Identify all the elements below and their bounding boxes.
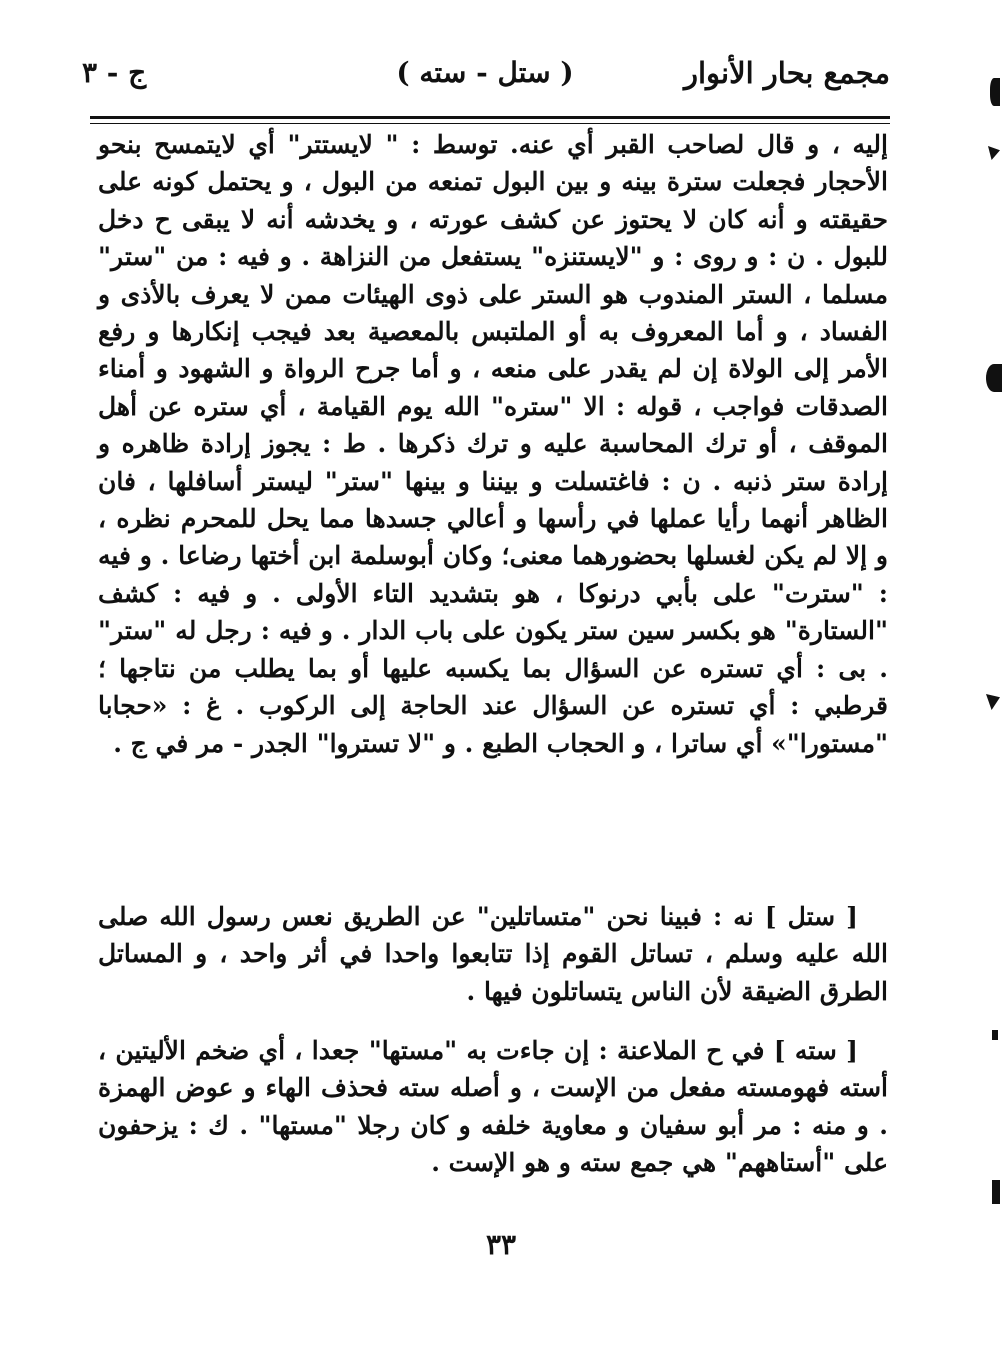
entry-sateh-paragraph: [ سته ] في ح الملاعنة : إن جاءت به "مستها" جعدا ، أي ضخم الأليتين ، أسته فهومسته مفعل من الإست ، و أصله سته فحذف الهاء و عوض الهمزة . و منه : مر أبو سفيان و معاوية خلفه و كان رجلا "مستها" . ك : يزحفون على "أستاههم" هي جمع سته و هو الإست .	[98, 1036, 888, 1178]
page-header	[80, 52, 890, 104]
scan-edge-mark	[990, 78, 1000, 106]
scan-edge-mark	[992, 1180, 1000, 1204]
book-title: مجمع بحار الأنوار	[684, 56, 890, 90]
header-rule-thin	[90, 123, 890, 124]
section-range: ( ستل - سته )	[396, 56, 574, 89]
page-number: ٣٣	[485, 1228, 517, 1261]
entry-satal-paragraph: [ ستل ] نه : فبينا نحن "متساتلين" عن الطريق نعس رسول الله صلى الله عليه وسلم ، تساتل القوم إذا تتابعوا واحدا في أثر واحد ، و المساتل الطرق الضيقة لأن الناس يتساتلون فيها .	[98, 902, 888, 1006]
scan-edge-mark	[992, 1030, 998, 1040]
scan-edge-mark	[988, 146, 1000, 160]
volume-number: ج - ٣	[82, 56, 147, 89]
scan-edge-mark	[986, 364, 1002, 392]
scan-edge-mark	[986, 694, 1000, 710]
entry-satr-paragraph: إليه ، و قال لصاحب القبر أي عنه. توسط : " لايستتر" أي لايتمسح بنحو الأحجار فجعلت سترة بينه و بين البول تمنعه من البول ، و يحتمل كونه على حقيقته و أنه كان لا يحتوز عن كشف عورته ، و يخدشه أنه لا يبقى ح دخل للبول . ن : و روى : و "لايستنزه" يستفعل من النزاهة . و فيه : من "ستر" مسلما ، الستر المندوب هو الستر على ذوى الهيئات ممن لا يعرف بالأذى و الفساد ، و أما المعروف به أو الملتبس بالمعصية بعد فيجب إنكارها و رفع الأمر إلى الولاة إن لم يقدر على منعه ، و أما جرح الرواة و الشهود و أمناء الصدقات فواجب ، قوله : الا "ستره" الله يوم القيامة ، أي ستره عن أهل الموقف ، أو ترك المحاسبة عليه و ترك ذكرها . ط : يجوز إرادة ظاهره و إرادة ستر ذنبه . ن : فاغتسلت و بيننا و بينها "ستر" ليستر أسافلها ، فان الظاهر أنهما رأيا عملها في رأسها و أعالي جسدها مما يحل للمحرم نظره ، و إلا لم يكن لغسلها بحضورهما معنى؛ وكان أبوسلمة ابن أختها رضاعا . و فيه : "سترت" على بأبي درنوكا ، هو بتشديد التاء الأولى . و فيه : كشف "الستارة" هو بكسر سين ستر يكون على باب الدار . و فيه : رجل له "ستر" . بى : أي تستره عن السؤال بما يكسبه عليها أو بما يطلب من نتاجها ؛ قرطبي : أي تستره عن السؤال عند الحاجة إلى الركوب . غ : «حجابا "مستورا"» أي ساترا ، و الحجاب الطبع . و "لا تستروا" الجدر - مر في ج .	[98, 130, 888, 758]
header-rule-thick	[90, 116, 890, 119]
